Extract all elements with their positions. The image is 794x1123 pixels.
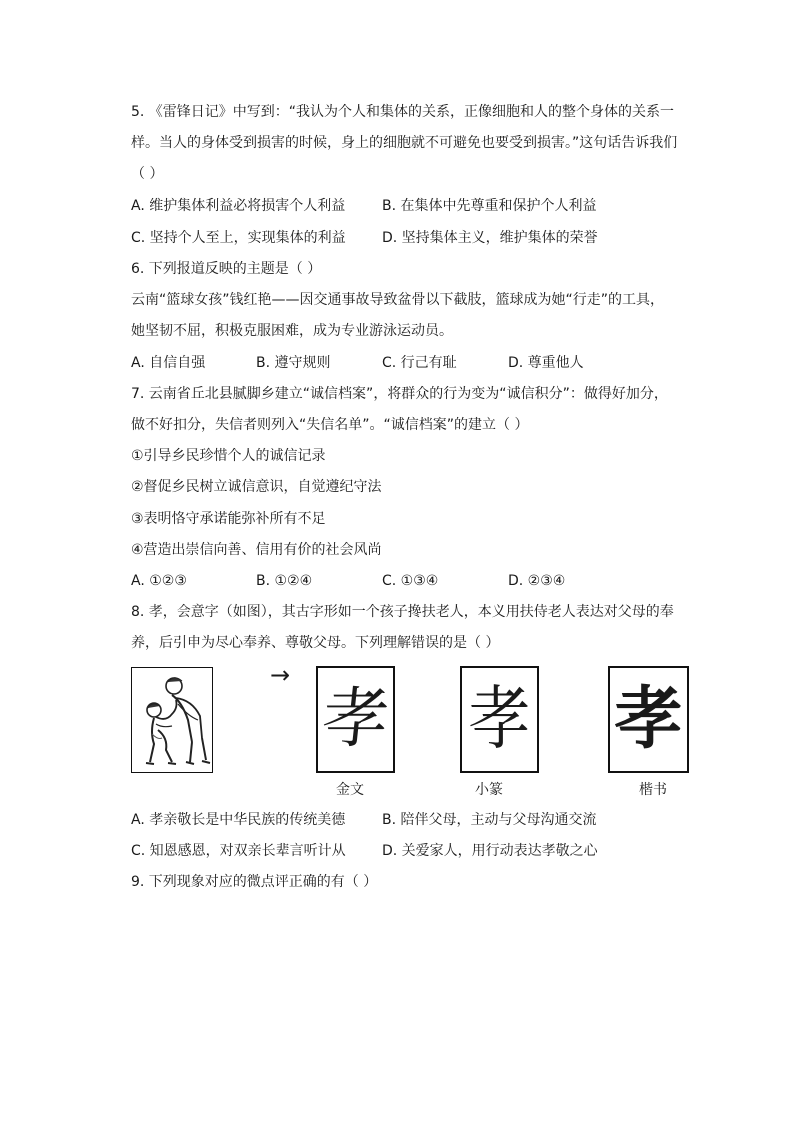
q6-stem-line1: 6. 下列报道反映的主题是（ ） xyxy=(131,261,322,277)
q6-option-b: B. 遵守规则 xyxy=(256,355,331,371)
jinwen-glyph-box xyxy=(316,666,395,773)
caption-jinwen: 金文 xyxy=(336,782,364,798)
q7-option-a: A. ①②③ xyxy=(131,573,187,589)
q6-stem-line2: 云南“篮球女孩”钱红艳——因交通事故导致盆骨以下截肢，篮球成为她“行走”的工具， xyxy=(131,292,665,308)
q5-stem-line2: 样。当人的身体受到损害的时候，身上的细胞就不可避免也要受到损害。”这句话告诉我们 xyxy=(131,135,678,151)
q8-option-b: B. 陪伴父母，主动与父母沟通交流 xyxy=(382,812,597,828)
q5-option-c: C. 坚持个人至上，实现集体的利益 xyxy=(131,230,346,246)
q7-item-4: ④营造出崇信向善、信用有价的社会风尚 xyxy=(131,542,382,558)
q6-option-d: D. 尊重他人 xyxy=(508,355,584,371)
kaishu-glyph: 孝 xyxy=(614,679,683,759)
q5-stem-line1: 5. 《雷锋日记》中写到：“我认为个人和集体的关系，正像细胞和人的整个身体的关系一 xyxy=(131,104,675,120)
arrow-icon: → xyxy=(270,661,291,689)
q6-option-a: A. 自信自强 xyxy=(131,355,206,371)
q8-option-d: D. 关爱家人，用行动表达孝敬之心 xyxy=(382,843,598,859)
elder-figure-drawing xyxy=(132,668,211,771)
q7-item-2: ②督促乡民树立诚信意识，自觉遵纪守法 xyxy=(131,479,382,495)
caption-kaishu: 楷书 xyxy=(639,782,667,798)
q6-stem-line3: 她坚韧不屈，积极克服困难，成为专业游泳运动员。 xyxy=(131,323,453,339)
q7-option-b: B. ①②④ xyxy=(256,573,313,589)
q8-option-c: C. 知恩感恩，对双亲长辈言听计从 xyxy=(131,843,346,859)
q7-option-d: D. ②③④ xyxy=(508,573,566,589)
q7-stem-line2: 做不好扣分，失信者则列入“失信名单”。“诚信档案”的建立（ ） xyxy=(131,417,529,433)
q7-item-3: ③表明恪守承诺能弥补所有不足 xyxy=(131,511,326,527)
q8-option-a: A. 孝亲敬长是中华民族的传统美德 xyxy=(131,812,346,828)
q6-option-c: C. 行己有耻 xyxy=(382,355,457,371)
q9-stem-line1: 9. 下列现象对应的微点评正确的有（ ） xyxy=(131,874,378,890)
xiaozhuan-glyph-box xyxy=(460,666,539,773)
q8-stem-line2: 养，后引申为尽心奉养、尊敬父母。下列理解错误的是（ ） xyxy=(131,635,500,651)
q7-item-1: ①引导乡民珍惜个人的诚信记录 xyxy=(131,448,326,464)
q8-stem-line1: 8. 孝，会意字（如图），其古字形如一个孩子搀扶老人，本义用扶侍老人表达对父母的奉 xyxy=(131,604,674,620)
q5-option-d: D. 坚持集体主义，维护集体的荣誉 xyxy=(382,230,598,246)
q7-option-c: C. ①③④ xyxy=(382,573,439,589)
q7-stem-line1: 7. 云南省丘北县腻脚乡建立“诚信档案”，将群众的行为变为“诚信积分”：做得好加分， xyxy=(131,386,668,402)
xiaozhuan-glyph: 孝 xyxy=(468,677,531,760)
caption-xiaozhuan: 小篆 xyxy=(475,782,503,798)
jinwen-glyph: 孝 xyxy=(318,680,393,757)
kaishu-glyph-box xyxy=(608,666,689,773)
child-supporting-elder-illustration xyxy=(131,667,213,773)
q5-stem-line3: （ ） xyxy=(131,166,164,182)
q5-option-b: B. 在集体中先尊重和保护个人利益 xyxy=(382,198,597,214)
q5-option-a: A. 维护集体利益必将损害个人利益 xyxy=(131,198,346,214)
